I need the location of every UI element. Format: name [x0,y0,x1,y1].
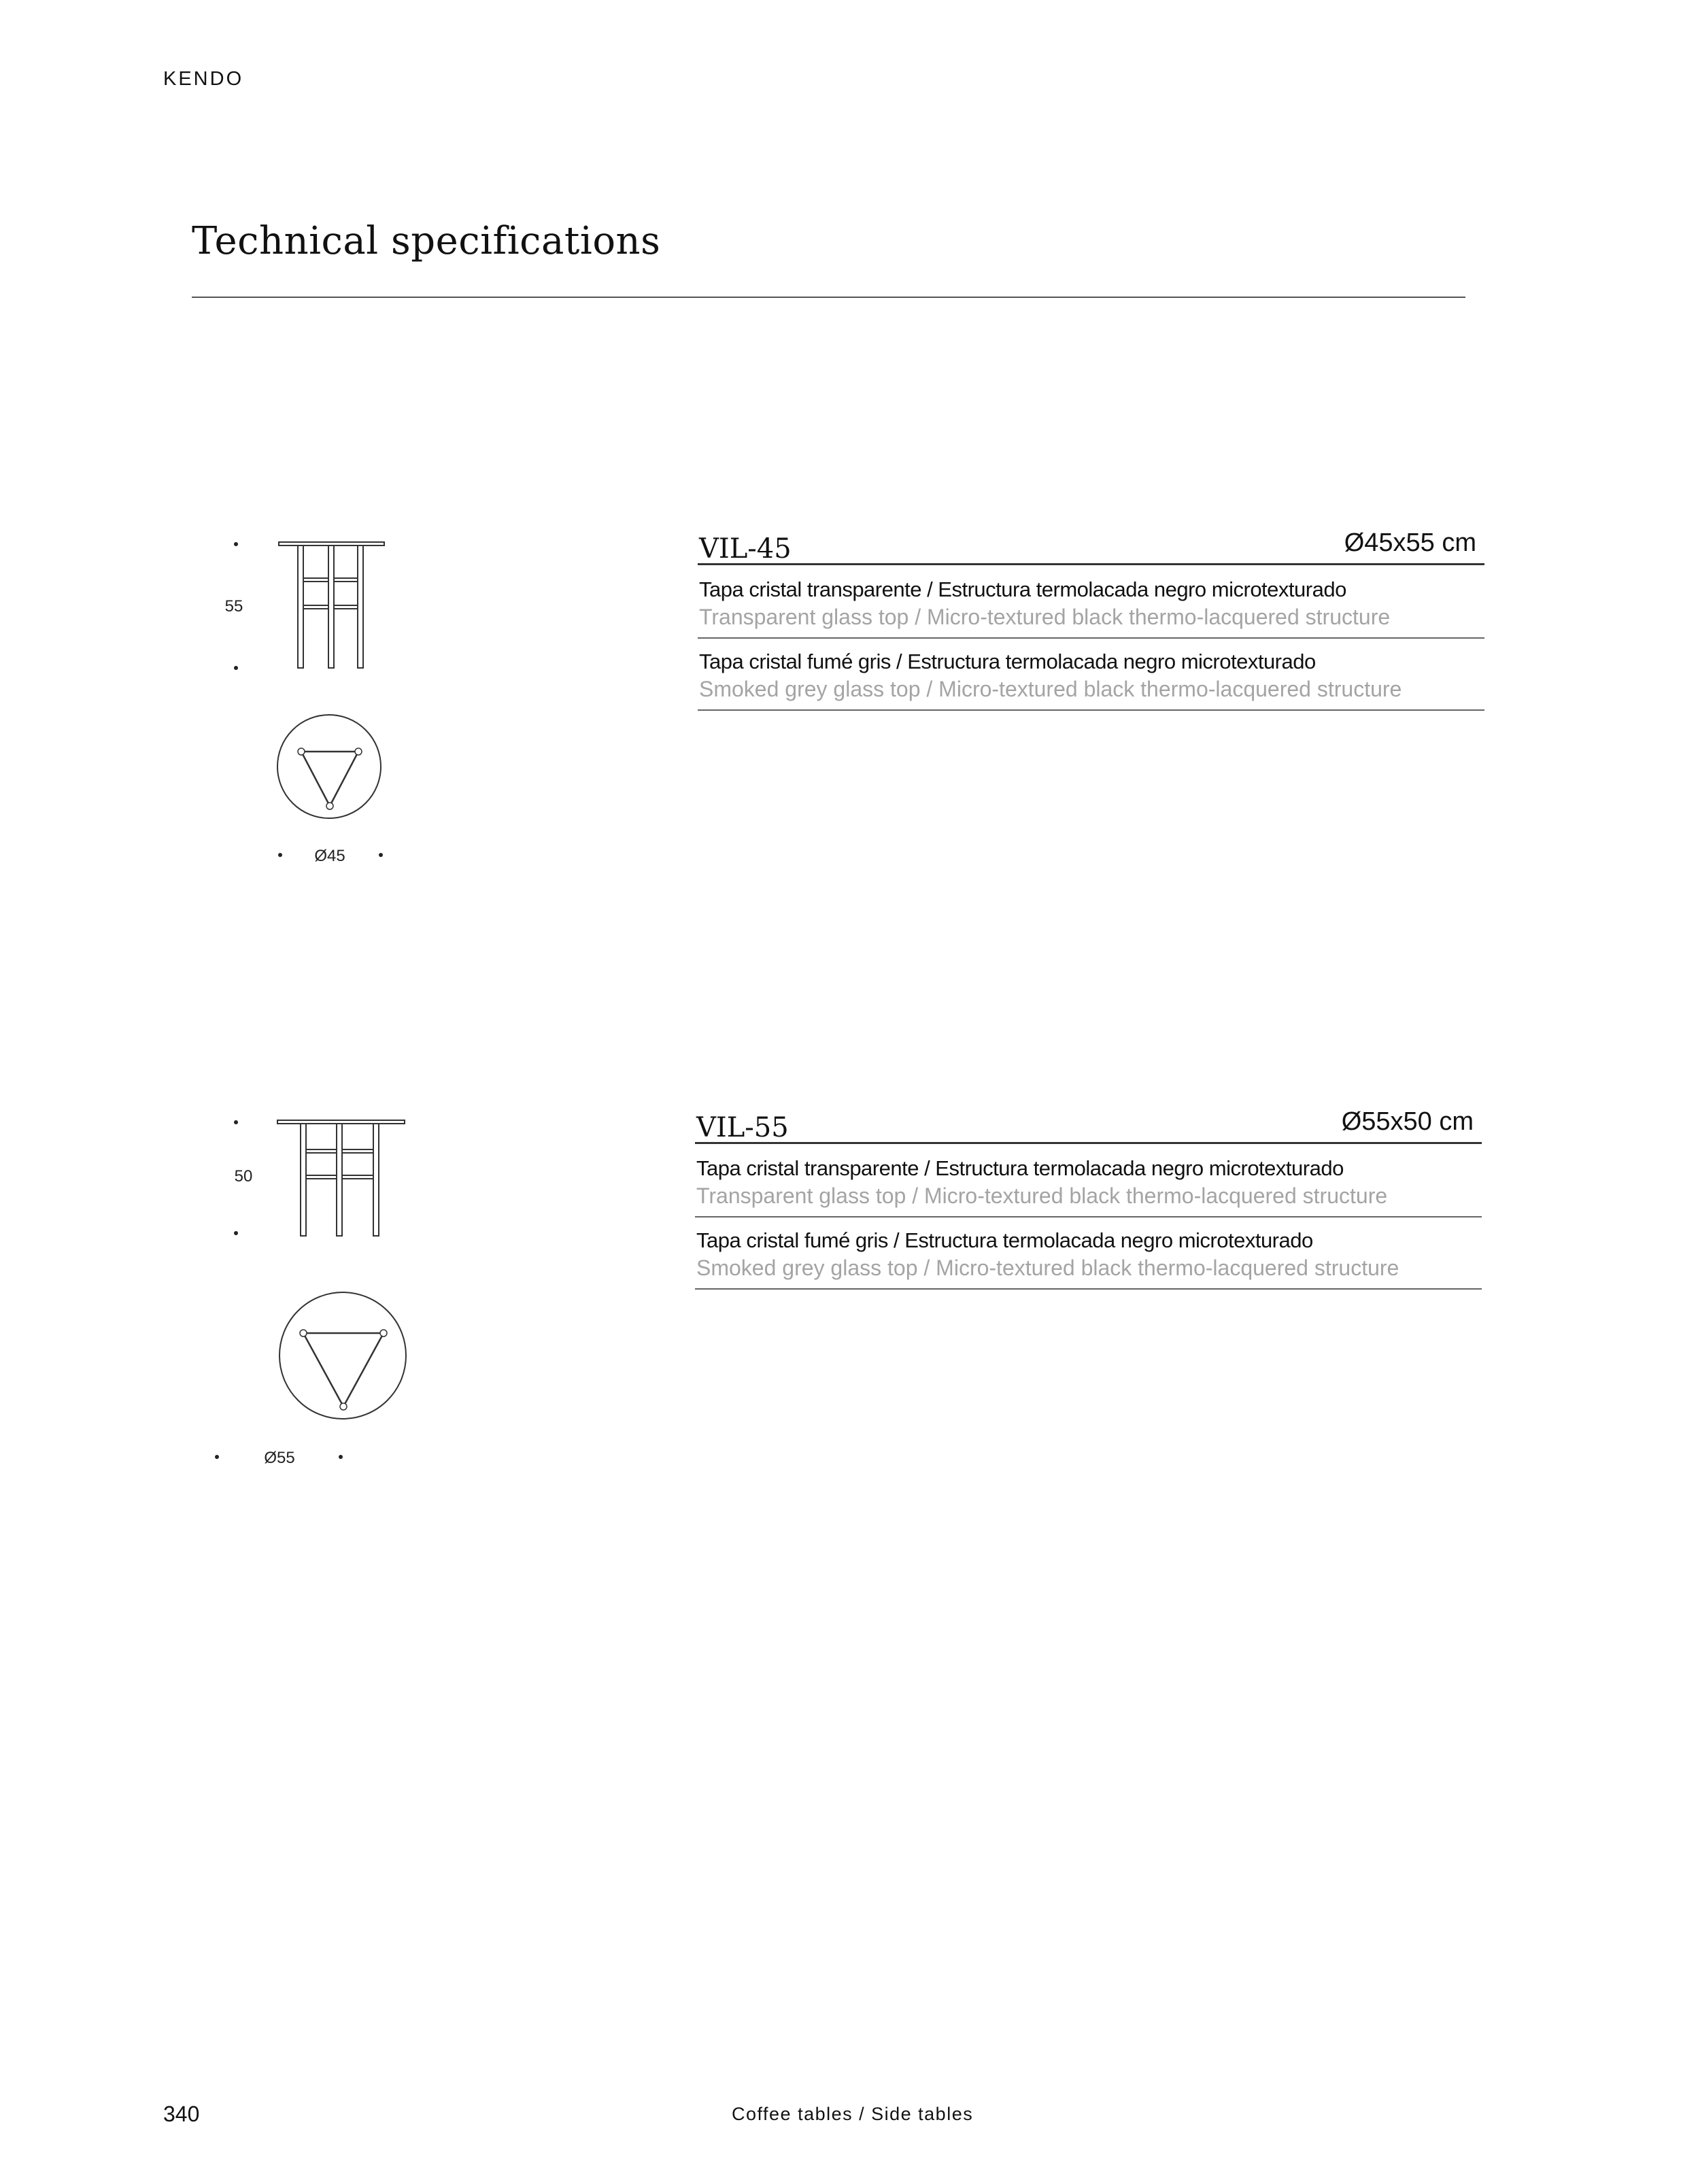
diameter-label-vil-45: Ø45 [314,847,345,865]
finish-option-es: Tapa cristal transparente / Estructura termolacada negro microtexturado [699,577,1346,601]
section-name: Coffee tables / Side tables [732,2104,974,2124]
product-dimensions: Ø45x55 cm [1344,528,1476,557]
page-number: 340 [163,2102,200,2126]
finish-option [695,1144,1482,1217]
finish-option-es: Tapa cristal transparente / Estructura termolacada negro microtexturado [696,1156,1344,1180]
finish-option-en: Smoked grey glass top / Micro-textured black thermo-lacquered structure [696,1256,1399,1280]
side-elevation-drawing-vil-55 [224,1109,422,1251]
finish-option-en: Transparent glass top / Micro-textured black thermo-lacquered structure [699,605,1391,629]
product-spec-vil-55 [695,1104,1482,1290]
product-dimensions: Ø55x50 cm [1341,1107,1474,1136]
height-label-vil-45: 55 [224,597,243,616]
top-plan-drawing-vil-55 [204,1292,422,1476]
top-plan-drawing-vil-45 [272,711,394,867]
page-title: Technical specifications [192,219,661,263]
product-code: VIL-55 [696,1112,789,1143]
finish-option-en: Smoked grey glass top / Micro-textured black thermo-lacquered structure [699,677,1402,701]
brand-name: KENDO [163,68,244,90]
diameter-label-vil-55: Ø55 [264,1449,295,1467]
product-header [698,525,1484,565]
side-elevation-drawing-vil-45 [224,531,422,680]
finish-option-en: Transparent glass top / Micro-textured black thermo-lacquered structure [696,1183,1388,1208]
finish-option-es: Tapa cristal fumé gris / Estructura termolacada negro microtexturado [696,1228,1313,1252]
product-header [695,1104,1482,1144]
title-divider [192,297,1465,298]
finish-option-es: Tapa cristal fumé gris / Estructura termolacada negro microtexturado [699,650,1316,673]
finish-option [698,639,1484,711]
finish-option [695,1217,1482,1290]
height-label-vil-55: 50 [234,1167,253,1186]
product-code: VIL-45 [699,533,792,565]
finish-option [698,565,1484,639]
product-spec-vil-45 [698,525,1484,711]
